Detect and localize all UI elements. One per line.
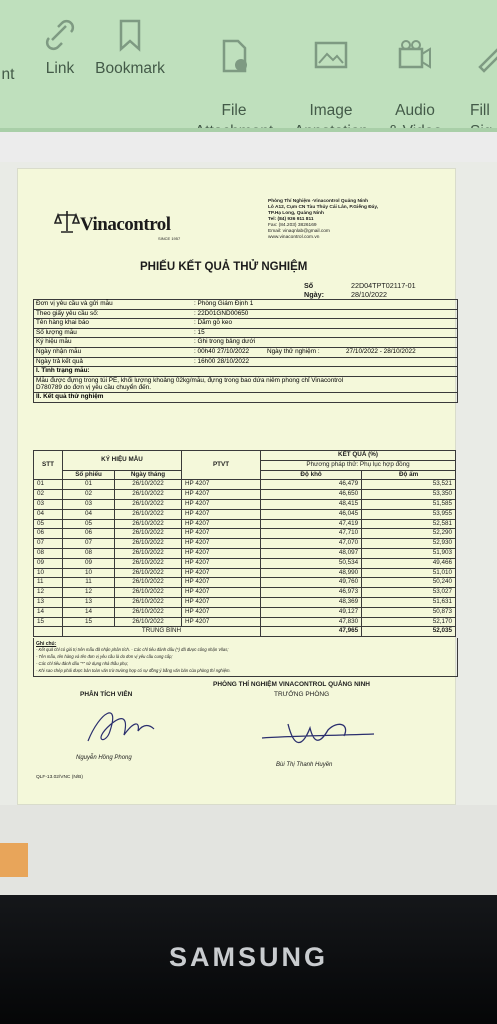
cell-ptvt: HP 4207	[182, 480, 261, 490]
cell-sophieu: 11	[63, 578, 115, 588]
logo-since: SINCE 1957	[158, 236, 181, 241]
avg-spacer	[34, 627, 63, 637]
cell-dokho: 47,070	[261, 539, 362, 549]
so-value: 22D04TPT02117-01	[351, 281, 416, 290]
info-label: Số lượng mẫu	[36, 328, 77, 336]
cell-ngaythang: 26/10/2022	[115, 480, 182, 490]
note-line-1: - Tên mẫu, tên hàng và tên đơn vị yêu cầu là do đơn vị yêu cầu cung cấp;	[36, 654, 173, 659]
notes-title: Ghi chú:	[36, 641, 57, 647]
table-row	[34, 558, 456, 568]
cell-stt: 04	[34, 509, 63, 519]
cell-ptvt: HP 4207	[182, 578, 261, 588]
cell-dokho: 46,650	[261, 490, 362, 500]
note-line-3: - Khi sao chép phải được bản toàn văn trừ trường hợp có sự đồng ý bằng văn bản của phòng thí nghiệm.	[36, 668, 231, 673]
cell-ngaythang: 26/10/2022	[115, 588, 182, 598]
fill-sign-button[interactable]	[470, 18, 497, 142]
condition-text-1: D780789 do đơn vị yêu cầu chuyển đến.	[36, 384, 152, 392]
audio-video-icon	[397, 39, 433, 73]
cell-doam: 53,027	[362, 588, 456, 598]
cell-sophieu: 07	[63, 539, 115, 549]
info-value: : 16h00 28/10/2022	[194, 357, 250, 365]
cell-sophieu: 12	[63, 588, 115, 598]
lab-address-6: www.vinacontrol.com.vn	[268, 235, 320, 240]
document-page[interactable]	[17, 168, 456, 805]
cell-doam: 52,170	[362, 617, 456, 627]
header-ngaythang: Ngày tháng	[115, 470, 182, 480]
cell-doam: 53,350	[362, 490, 456, 500]
cell-doam: 52,930	[362, 539, 456, 549]
info-label: Theo giấy yêu cầu số:	[36, 309, 99, 317]
cell-ptvt: HP 4207	[182, 490, 261, 500]
cell-sophieu: 06	[63, 529, 115, 539]
image-annotation-icon	[313, 39, 349, 73]
link-label: Link	[45, 60, 75, 77]
info-value: : 15	[194, 328, 205, 336]
table-row	[34, 568, 456, 578]
cell-dokho: 47,830	[261, 617, 362, 627]
header-stt: STT	[34, 451, 63, 480]
table-row	[34, 519, 456, 529]
cell-stt: 09	[34, 558, 63, 568]
cell-dokho: 49,760	[261, 578, 362, 588]
lab-address-2: TP.Hạ Long, Quảng Ninh	[268, 211, 324, 216]
cell-sophieu: 09	[63, 558, 115, 568]
cell-dokho: 47,710	[261, 529, 362, 539]
condition-text-0: Mẫu được đựng trong túi PE, khối lượng khoảng 02kg/mẫu, đựng trong bao dứa niêm phong chỉ Vinacontrol	[36, 376, 344, 384]
header-sophieu: Số phiếu	[63, 470, 115, 480]
table-header-row	[34, 451, 456, 461]
cell-doam: 51,585	[362, 499, 456, 509]
manager-signature	[258, 714, 378, 754]
cell-ngaythang: 26/10/2022	[115, 548, 182, 558]
cell-stt: 06	[34, 529, 63, 539]
cell-stt: 02	[34, 490, 63, 500]
cell-doam: 52,581	[362, 519, 456, 529]
cell-ptvt: HP 4207	[182, 558, 261, 568]
link-button[interactable]	[40, 18, 80, 79]
average-row	[34, 627, 456, 637]
cell-dokho: 48,415	[261, 499, 362, 509]
page-title: PHIẾU KẾT QUẢ THỬ NGHIỆM	[140, 261, 308, 273]
cell-ngaythang: 26/10/2022	[115, 519, 182, 529]
link-icon	[42, 18, 78, 52]
cell-ptvt: HP 4207	[182, 597, 261, 607]
cell-ngaythang: 26/10/2022	[115, 539, 182, 549]
cell-stt: 07	[34, 539, 63, 549]
info-row	[34, 329, 457, 339]
table-row	[34, 607, 456, 617]
cell-doam: 49,466	[362, 558, 456, 568]
info-label: Ngày trả kết quả	[36, 357, 83, 365]
cell-ngaythang: 26/10/2022	[115, 607, 182, 617]
ngay-label: Ngày:	[304, 290, 324, 299]
logo-text: Vinacontrol	[80, 214, 171, 235]
file-attachment-label: File	[221, 102, 247, 119]
cell-doam: 51,631	[362, 597, 456, 607]
cell-dokho: 49,127	[261, 607, 362, 617]
notes-box	[33, 638, 458, 677]
image-annotation-label: Image	[309, 102, 353, 119]
info-value: : Phòng Giám Định 1	[194, 300, 254, 307]
lab-address-0: Phòng Thí Nghiệm -Vinacontrol Quảng Ninh	[268, 199, 369, 204]
table-row	[34, 578, 456, 588]
cell-sophieu: 01	[63, 480, 115, 490]
taskbar-app-icon[interactable]	[0, 843, 28, 877]
cell-doam: 52,290	[362, 529, 456, 539]
cell-ptvt: HP 4207	[182, 548, 261, 558]
section-heading-condition	[34, 367, 457, 377]
cell-ptvt: HP 4207	[182, 529, 261, 539]
document-canvas-bottom	[0, 805, 497, 895]
cell-dokho: 48,097	[261, 548, 362, 558]
cell-sophieu: 08	[63, 548, 115, 558]
toolbar-label-text: nt	[1, 66, 15, 83]
info-value: : Dăm gỗ keo	[194, 319, 233, 327]
results-table	[33, 450, 456, 637]
request-info-table	[33, 299, 458, 403]
cell-sophieu: 10	[63, 568, 115, 578]
cell-dokho: 47,419	[261, 519, 362, 529]
info-row	[34, 300, 457, 310]
cell-ptvt: HP 4207	[182, 499, 261, 509]
document-canvas-top	[0, 132, 497, 162]
cell-ngaythang: 26/10/2022	[115, 499, 182, 509]
bookmark-button[interactable]	[90, 18, 170, 79]
table-row	[34, 617, 456, 627]
analyst-signature	[80, 701, 160, 753]
audio-video-button[interactable]	[384, 18, 446, 142]
cell-doam: 50,240	[362, 578, 456, 588]
so-label: Số	[304, 281, 314, 290]
avg-dokho: 47,965	[261, 627, 362, 637]
note-line-0: - Kết quả chỉ có giá trị trên mẫu đã nhận phân tích. - Các chỉ tiêu đánh dấu (*) đã được công nhận Vilas;	[36, 647, 229, 652]
cell-ptvt: HP 4207	[182, 617, 261, 627]
toolbar-item-text[interactable]	[0, 64, 18, 85]
lab-address-5: Email: vinaqnlab@gmail.com	[268, 229, 330, 234]
cell-doam: 51,010	[362, 568, 456, 578]
section2-label: II. Kết quả thử nghiệm	[36, 393, 104, 401]
cell-ptvt: HP 4207	[182, 607, 261, 617]
header-dokho: Độ khô	[261, 470, 362, 480]
cell-stt: 12	[34, 588, 63, 598]
form-code: QLF-13.02/VNC (N/B)	[36, 775, 83, 780]
audio-video-label: Audio	[395, 102, 435, 119]
cell-ptvt: HP 4207	[182, 588, 261, 598]
cell-doam: 50,873	[362, 607, 456, 617]
manager-title: TRƯỞNG PHÒNG	[274, 691, 330, 698]
cell-ngaythang: 26/10/2022	[115, 578, 182, 588]
table-row	[34, 597, 456, 607]
cell-stt: 13	[34, 597, 63, 607]
table-row	[34, 490, 456, 500]
info-label: Ngày nhận mẫu	[36, 347, 82, 355]
cell-sophieu: 15	[63, 617, 115, 627]
cell-ptvt: HP 4207	[182, 539, 261, 549]
fill-sign-icon	[474, 39, 497, 73]
cell-stt: 01	[34, 480, 63, 490]
info-label: Đơn vị yêu cầu và gửi mẫu	[36, 300, 113, 307]
header-method: Phương pháp thử: Phụ lục hợp đồng	[261, 460, 456, 470]
cell-doam: 51,903	[362, 548, 456, 558]
manager-name: Bùi Thị Thanh Huyền	[276, 762, 333, 768]
info-row	[34, 338, 457, 348]
avg-label: TRUNG BÌNH	[63, 627, 261, 637]
file-attachment-button[interactable]	[188, 18, 280, 142]
cell-ngaythang: 26/10/2022	[115, 558, 182, 568]
image-annotation-button[interactable]	[288, 18, 374, 142]
monitor-brand: SAMSUNG	[168, 942, 328, 972]
cell-dokho: 46,045	[261, 509, 362, 519]
table-row	[34, 548, 456, 558]
section1-label: I. Tình trạng mẫu:	[36, 367, 90, 375]
bookmark-label: Bookmark	[95, 60, 165, 77]
cell-sophieu: 04	[63, 509, 115, 519]
info-row	[34, 310, 457, 320]
condition-line	[34, 384, 457, 393]
bookmark-icon	[112, 18, 148, 52]
file-attachment-icon	[216, 39, 252, 73]
cell-ngaythang: 26/10/2022	[115, 568, 182, 578]
cell-sophieu: 03	[63, 499, 115, 509]
table-row	[34, 480, 456, 490]
cell-doam: 53,955	[362, 509, 456, 519]
cell-sophieu: 02	[63, 490, 115, 500]
table-row	[34, 588, 456, 598]
cell-stt: 11	[34, 578, 63, 588]
analyst-name: Nguyễn Hồng Phong	[76, 755, 132, 761]
cell-doam: 53,521	[362, 480, 456, 490]
lab-address-3: Tel: (84) 936 911 811	[268, 217, 314, 222]
info-row	[34, 319, 457, 329]
section-heading-results	[34, 393, 457, 402]
lab-address-1: Lô A12, Cụm CN Tàu Thủy Cái Lân, P.Giếng Đáy,	[268, 205, 378, 210]
cell-ngaythang: 26/10/2022	[115, 617, 182, 627]
avg-doam: 52,035	[362, 627, 456, 637]
header-doam: Độ ẩm	[362, 470, 456, 480]
cell-ngaythang: 26/10/2022	[115, 597, 182, 607]
cell-dokho: 50,534	[261, 558, 362, 568]
scales-logo-icon	[54, 209, 80, 235]
results-body	[34, 480, 456, 627]
info-label: Ký hiệu mẫu	[36, 338, 72, 346]
cell-dokho: 48,369	[261, 597, 362, 607]
cell-stt: 03	[34, 499, 63, 509]
info-row	[34, 348, 457, 358]
cell-ngaythang: 26/10/2022	[115, 490, 182, 500]
lab-footer: PHÒNG THÍ NGHIỆM VINACONTROL QUẢNG NINH	[213, 681, 370, 688]
cell-sophieu: 14	[63, 607, 115, 617]
table-row	[34, 509, 456, 519]
cell-stt: 14	[34, 607, 63, 617]
ngay-value: 28/10/2022	[351, 290, 387, 299]
cell-stt: 10	[34, 568, 63, 578]
analyst-title: PHÂN TÍCH VIÊN	[80, 691, 133, 698]
toolbar-ribbon	[0, 0, 497, 128]
info-value: : Ghi trong bảng dưới	[194, 338, 256, 346]
cell-ptvt: HP 4207	[182, 509, 261, 519]
header-ketqua: KẾT QUẢ (%)	[261, 451, 456, 461]
test-date-value: 27/10/2022 - 28/10/2022	[346, 347, 416, 355]
lab-address-4: Fax: (84.203) 3826169	[268, 223, 317, 228]
note-line-2: - Các chỉ tiêu đánh dấu "*" sử dụng nhà thầu phụ;	[36, 661, 128, 666]
test-date-label: Ngày thử nghiệm :	[267, 347, 320, 355]
cell-dokho: 48,990	[261, 568, 362, 578]
header-kyhieu: KÝ HIỆU MẪU	[63, 451, 182, 471]
info-row	[34, 358, 457, 368]
fill-sign-label: Fill	[470, 102, 490, 119]
cell-sophieu: 13	[63, 597, 115, 607]
cell-stt: 15	[34, 617, 63, 627]
cell-stt: 08	[34, 548, 63, 558]
cell-ptvt: HP 4207	[182, 519, 261, 529]
table-row	[34, 539, 456, 549]
cell-ptvt: HP 4207	[182, 568, 261, 578]
table-row	[34, 499, 456, 509]
info-value: : 00h40 27/10/2022	[194, 347, 250, 355]
cell-ngaythang: 26/10/2022	[115, 509, 182, 519]
cell-sophieu: 05	[63, 519, 115, 529]
cell-dokho: 46,973	[261, 588, 362, 598]
cell-stt: 05	[34, 519, 63, 529]
info-value: : 22D01GND00650	[194, 309, 249, 317]
cell-ngaythang: 26/10/2022	[115, 529, 182, 539]
table-row	[34, 529, 456, 539]
info-label: Tên hàng khai báo	[36, 319, 89, 327]
header-ptvt: PTVT	[182, 451, 261, 480]
cell-dokho: 46,479	[261, 480, 362, 490]
